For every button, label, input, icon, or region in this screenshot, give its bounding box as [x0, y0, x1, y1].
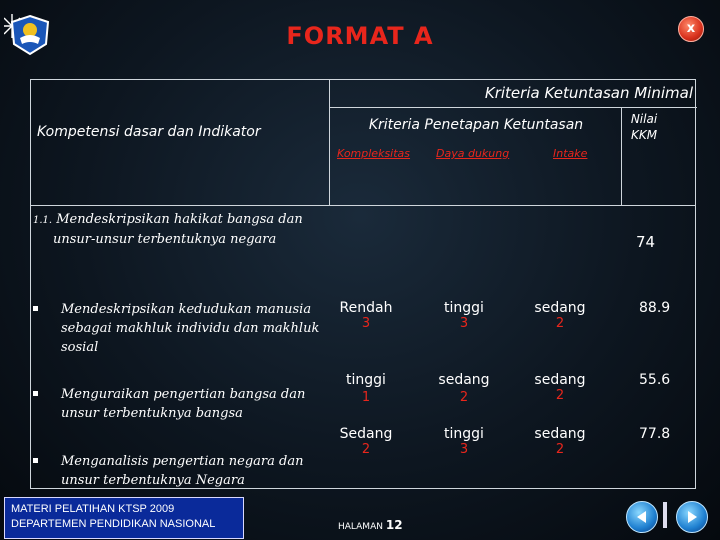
row2-kompleksitas-score: 1	[361, 390, 371, 405]
indicator-3	[61, 452, 303, 490]
row2-daya-dukung	[429, 372, 499, 405]
row3-kompleksitas	[331, 426, 401, 457]
row3-intake-label: sedang	[534, 426, 586, 442]
row3-intake-score: 2	[555, 442, 565, 457]
row3-nilai: 77.8	[639, 426, 671, 442]
criteria-header: Kriteria Penetapan Ketuntasan	[368, 117, 584, 133]
kkm-header: Kriteria Ketuntasan Minimal	[484, 84, 693, 102]
row2-nilai: 55.6	[639, 372, 671, 388]
next-button[interactable]	[676, 501, 708, 533]
kd-line-2: unsur-unsur terbentuknya negara	[53, 232, 277, 247]
indicator-3-line-1: Menganalisis pengertian negara dan	[61, 454, 304, 469]
nilai-header-line-2: KKM	[630, 128, 658, 142]
row1-kompleksitas	[331, 300, 401, 331]
indicator-2-line-1: Menguraikan pengertian bangsa dan	[61, 387, 306, 402]
row1-nilai: 88.9	[639, 300, 671, 316]
row3-daya-dukung-label: tinggi	[444, 426, 484, 442]
col-kompleksitas: Kompleksitas	[337, 147, 411, 160]
kkm-table	[30, 79, 696, 489]
row1-daya-dukung-label: tinggi	[444, 300, 484, 316]
indicator-1-line-3: sosial	[61, 340, 99, 355]
row2-daya-dukung-label: sedang	[438, 372, 490, 388]
row2-intake-label: sedang	[534, 372, 586, 388]
nilai-kkm-header	[621, 111, 667, 143]
indicator-3-line-2: unsur terbentuknya Negara	[61, 473, 245, 488]
indicator-1-line-1: Mendeskripsikan kedudukan manusia	[61, 302, 312, 317]
row3-intake	[525, 426, 595, 457]
footer-line-2: DEPARTEMEN PENDIDIKAN NASIONAL	[11, 518, 216, 530]
col-intake: Intake	[553, 147, 588, 160]
indicator-1	[61, 300, 319, 357]
row3-kompleksitas-label: Sedang	[339, 426, 393, 442]
kd-line-1: Mendeskripsikan hakikat bangsa dan	[56, 212, 303, 227]
row1-intake-score: 2	[555, 316, 565, 331]
close-button[interactable]: x	[678, 16, 704, 42]
row1-intake	[525, 300, 595, 331]
row3-daya-dukung-score: 3	[459, 442, 469, 457]
row2-kompleksitas-label: tinggi	[346, 372, 386, 388]
indicator-2	[61, 385, 305, 423]
page-label: HALAMAN	[338, 522, 383, 532]
row2-intake	[525, 372, 595, 403]
nav-separator	[663, 502, 667, 528]
kd-kkm-value: 74	[636, 233, 656, 251]
footer-line-1: MATERI PELATIHAN KTSP 2009	[11, 503, 175, 515]
row1-intake-label: sedang	[534, 300, 586, 316]
bullet-2	[33, 391, 38, 396]
nilai-header-line-1: Nilai	[630, 112, 658, 126]
page-title: FORMAT A	[286, 22, 434, 50]
footer-banner	[4, 497, 244, 539]
competency-header: Kompetensi dasar dan Indikator	[37, 124, 261, 140]
bullet-3	[33, 458, 38, 463]
bullet-1	[33, 306, 38, 311]
kd-text	[33, 210, 303, 249]
next-arrow-icon	[684, 509, 700, 525]
row2-daya-dukung-score: 2	[459, 390, 469, 405]
indicator-2-line-2: unsur terbentuknya bangsa	[61, 406, 243, 421]
kd-number: 1.1.	[33, 215, 53, 226]
row2-kompleksitas	[331, 372, 401, 405]
row3-daya-dukung	[429, 426, 499, 457]
indicator-1-line-2: sebagai makhluk individu dan makhluk	[61, 321, 320, 336]
row2-intake-score: 2	[555, 388, 565, 403]
prev-arrow-icon	[634, 509, 650, 525]
row1-kompleksitas-score: 3	[361, 316, 371, 331]
row1-daya-dukung-score: 3	[459, 316, 469, 331]
col-daya-dukung: Daya dukung	[436, 147, 510, 160]
page-indicator	[338, 518, 403, 532]
prev-button[interactable]	[626, 501, 658, 533]
row1-daya-dukung	[429, 300, 499, 331]
row3-kompleksitas-score: 2	[361, 442, 371, 457]
row1-kompleksitas-label: Rendah	[339, 300, 393, 316]
page-number: 12	[385, 518, 403, 532]
